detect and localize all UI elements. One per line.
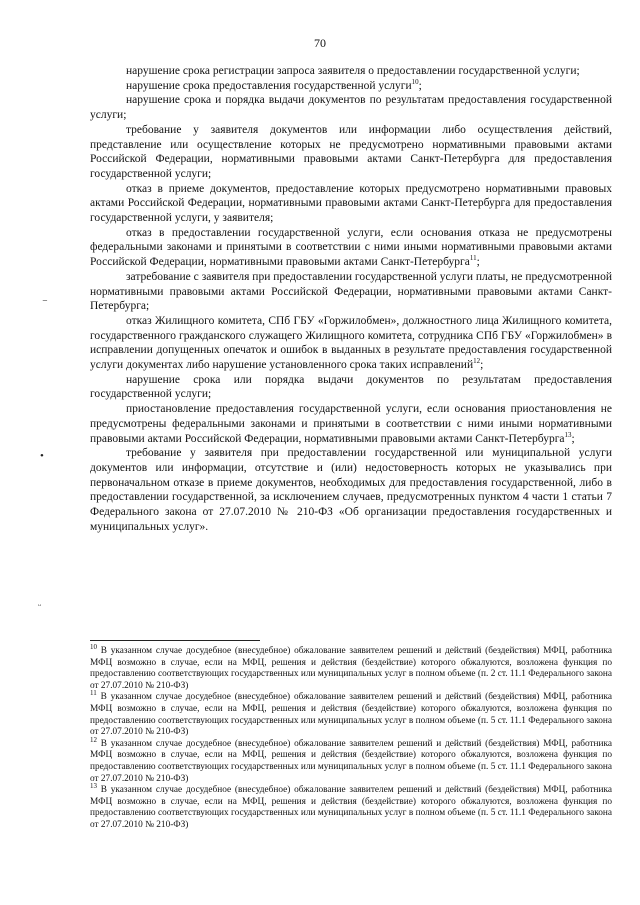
footnote-ref: 12 [473, 357, 481, 366]
footnote: $^{11}$ В указанном случае досудебное (внесудебное) обжалование заявителем решений и действий (бездействия) МФЦ, работника МФЦ возможно в случае, если на МФЦ, решения и действия (бездействие) которого обжалуются, возложена функция по предоставлению соответствующих государственных или муниципальных услуг в полном объеме (п. 5 ст. 11.1 Федерального закона от 27.07.2010 № 210-ФЗ) [90, 689, 612, 738]
footnote-ref: 10 [411, 77, 419, 86]
paragraph: отказ Жилищного комитета, СПб ГБУ «Горжилобмен», должностного лица Жилищного комитета, государственного гражданского служащего Жилищного комитета, сотрудника СПб ГБУ «Горжилобмен» в исправлении допущенных опечаток и ошибок в выданных в результате предоставления государственной услуги документах либо нарушение установленного срока таких исправлений$^{12}$; [90, 314, 612, 372]
scan-mark: ⁻ [42, 297, 48, 309]
paragraph: отказ в приеме документов, предоставление которых предусмотрено нормативными правовых актами Российской Федерации, нормативными правовыми актами Санкт-Петербурга для предоставления государственной услуги, у заявителя; [90, 182, 612, 225]
paragraph: отказ в предоставлении государственной услуги, если основания отказа не предусмотрены федеральными законами и принятыми в соответствии с ними иными нормативными правовыми актами Российской Федерации, нормативными правовыми актами Санкт-Петербурга$^{11}$; [90, 226, 612, 269]
footnotes [90, 642, 613, 832]
paragraph: нарушение срока или порядка выдачи документов по результатам предоставления государственной услуги; [90, 373, 612, 401]
scan-mark: ᵕ [38, 600, 42, 612]
footnote-ref: 13 [564, 430, 572, 439]
page-number: 70 [314, 36, 326, 50]
scan-mark: • [40, 450, 44, 462]
paragraph: требование у заявителя при предоставлении государственной или муниципальной услуги документов или информации, отсутствие и (или) недостоверность которых не указывались при первоначальном отказе в приеме документов, необходимых для предоставления государственной, либо в предоставлении государственной, за исключением случаев, предусмотренных пунктом 4 части 1 статьи 7 Федерального закона от 27.07.2010 № 210-ФЗ «Об организации предоставления государственных и муниципальных услуг». [90, 447, 612, 533]
paragraph: нарушение срока и порядка выдачи документов по результатам предоставления государственной услуги; [90, 94, 612, 122]
paragraph: требование у заявителя документов или информации либо осуществления действий, представление или осуществление которых не предусмотрено нормативными правовыми актами Российской Федерации, нормативными правовыми актами Санкт-Петербурга для предоставления государственной услуги; [90, 123, 612, 180]
footnote: $^{10}$ В указанном случае досудебное (внесудебное) обжалование заявителем решений и действий (бездействия) МФЦ, работника МФЦ возможно в случае, если на МФЦ, решения и действия (бездействие) которого обжалуются, возложена функция по предоставлению соответствующих государственных или муниципальных услуг в полном объеме (п. 2 ст. 11.1 Федерального закона от 27.07.2010 № 210-ФЗ) [90, 642, 613, 691]
document-body [90, 64, 612, 535]
paragraph: нарушение срока предоставления государственной услуги$^{10}$; [126, 77, 422, 92]
footnote: $^{12}$ В указанном случае досудебное (внесудебное) обжалование заявителем решений и действий (бездействия) МФЦ, работника МФЦ возможно в случае, если на МФЦ, решения и действия (бездействие) которого обжалуются, возложена функция по предоставлению соответствующих государственных или муниципальных услуг в полном объеме (п. 5 ст. 11.1 Федерального закона от 27.07.2010 № 210-ФЗ) [90, 735, 613, 784]
footnote-separator [90, 640, 260, 641]
footnote-ref: 11 [469, 254, 477, 263]
footnote: $^{13}$ В указанном случае досудебное (внесудебное) обжалование заявителем решений и действий (бездействия) МФЦ, работника МФЦ возможно в случае, если на МФЦ, решения и действия (бездействие) которого обжалуются, возложена функция по предоставлению соответствующих государственных или муниципальных услуг в полном объеме (п. 5 ст. 11.1 Федерального закона от 27.07.2010 № 210-ФЗ) [90, 782, 613, 830]
paragraph: приостановление предоставления государственной услуги, если основания приостановления не предусмотрены федеральными законами и принятыми в соответствии с ними иными нормативными правовыми актами Российской Федерации, нормативными правовыми актами Санкт-Петербурга$^{13}$; [90, 403, 612, 445]
paragraph: нарушение срока регистрации запроса заявителя о предоставлении государственной услуги; [126, 65, 580, 77]
paragraph: затребование с заявителя при предоставлении государственной услуги платы, не предусмотренной нормативными правовыми актами Российской Федерации, нормативными правовыми актами Санкт-Петербурга; [90, 270, 612, 313]
